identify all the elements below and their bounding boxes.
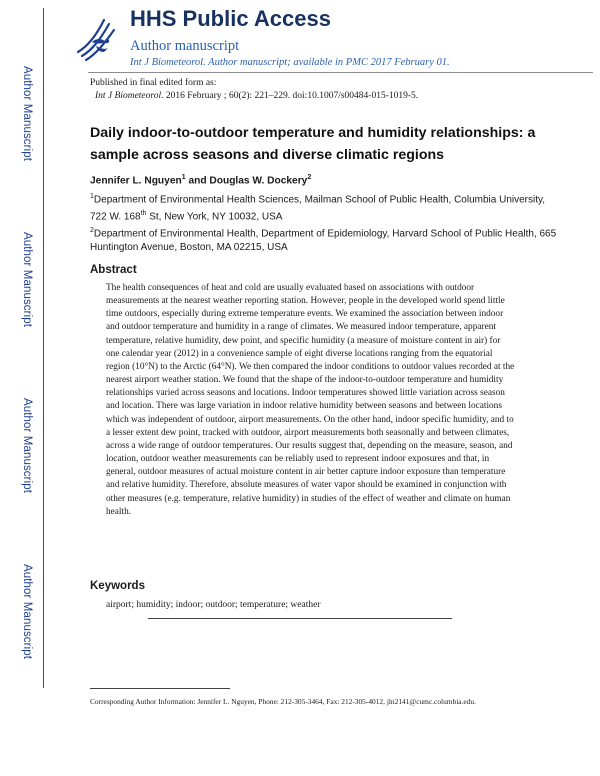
hhs-eagle-icon (74, 12, 118, 64)
author-name: Douglas W. Dockery (209, 175, 308, 187)
citation-journal: Int J Biometeorol (95, 91, 162, 101)
footnote-divider (90, 688, 230, 689)
abstract-heading: Abstract (90, 264, 137, 276)
affiliation-text: Department of Environmental Health Sciences, Mailman School of Public Health, Columbia University, 722 W. 168 (90, 194, 546, 223)
author-name: Jennifer L. Nguyen (90, 175, 182, 187)
sidebar-label-author-manuscript: Author Manuscript (21, 66, 33, 162)
citation-details: . 2016 February ; 60(2): 221–229. doi:10.1007/s00484-015-1019-5. (161, 91, 419, 101)
abstract-text: The health consequences of heat and cold are usually evaluated based on associations with outdoor measurements at the nearest weather reporting station. However, people in the developed world spend little time outdoors, especially during extreme temperature events. We examined the association between indoor and outdoor temperature and humidity in a range of climates. We measured indoor temperature, apparent temperature, relative humidity, dew point, and specific humidity (a measure of moisture content in air) for one calendar year (2012) in a convenience sample of eight diverse locations ranging from the equatorial region (10°N) to the Arctic (64°N). We then compared the indoor conditions to outdoor values recorded at the nearest airport weather station. We found that the shape of the indoor-to-outdoor temperature and humidity relationships varied across seasons and locations. Indoor temperatures showed little variation across season and location. There was large variation in indoor relative humidity between seasons and between locations which was independent of outdoor, airport measurements. On the other hand, indoor specific humidity, and to a lesser extent dew point, tracked with outdoor, airport measurements both seasonally and between climates, across a wide range of outdoor temperatures. Our results suggest that, depending on the measure, season, and location, outdoor weather measurements can be reliably used to represent indoor exposures and that, in general, outdoor measures of actual moisture content in air better capture indoor exposure than temperature and relative humidity. Therefore, absolute measures of water vapor should be examined in conjunction with other measures (e.g. temperature, relative humidity) in studies of the effect of weather and climate on human health. (106, 283, 515, 517)
author-manuscript-subtitle: Author manuscript (130, 38, 240, 54)
keywords-heading: Keywords (90, 580, 145, 592)
corresponding-author-footnote: Corresponding Author Information: Jennifer L. Nguyen, Phone: 212-305-3464, Fax: 212-305-4012, jln2141@cumc.columbia.edu. (90, 697, 476, 706)
affiliation-2 (90, 224, 560, 255)
affiliation-marker: 2 (90, 227, 94, 234)
sidebar-label-author-manuscript: Author Manuscript (21, 564, 33, 660)
ordinal-suffix: th (140, 210, 147, 218)
sidebar-label-author-manuscript: Author Manuscript (21, 398, 33, 494)
affiliation-text-cont: St, New York, NY 10032, USA (146, 211, 283, 223)
keywords-divider (148, 618, 452, 619)
affiliation-marker: 1 (90, 193, 94, 200)
hhs-public-access-title: HHS Public Access (130, 6, 331, 31)
author-affiliation-marker: 2 (307, 174, 312, 181)
sidebar-rule (43, 8, 44, 688)
author-list (90, 174, 311, 186)
keywords-text: airport; humidity; indoor; outdoor; temperature; weather (106, 600, 321, 610)
header-divider (88, 72, 593, 73)
published-in-label: Published in final edited form as: (90, 78, 217, 88)
affiliation-text: Department of Environmental Health, Department of Epidemiology, Harvard School of Public Health, 665 Huntington Avenue, Boston, MA 02215, USA (90, 228, 557, 254)
affiliation-1 (90, 190, 560, 225)
sidebar-label-author-manuscript: Author Manuscript (21, 232, 33, 328)
author-affiliation-marker: 1 (181, 174, 186, 181)
paper-title: Daily indoor-to-outdoor temperature and humidity relationships: a sample across seasons and diverse climatic regions (90, 125, 536, 163)
citation-line (95, 91, 418, 101)
author-joiner: and (185, 175, 210, 187)
pmc-availability-line: Int J Biometeorol. Author manuscript; available in PMC 2017 February 01. (130, 57, 450, 68)
